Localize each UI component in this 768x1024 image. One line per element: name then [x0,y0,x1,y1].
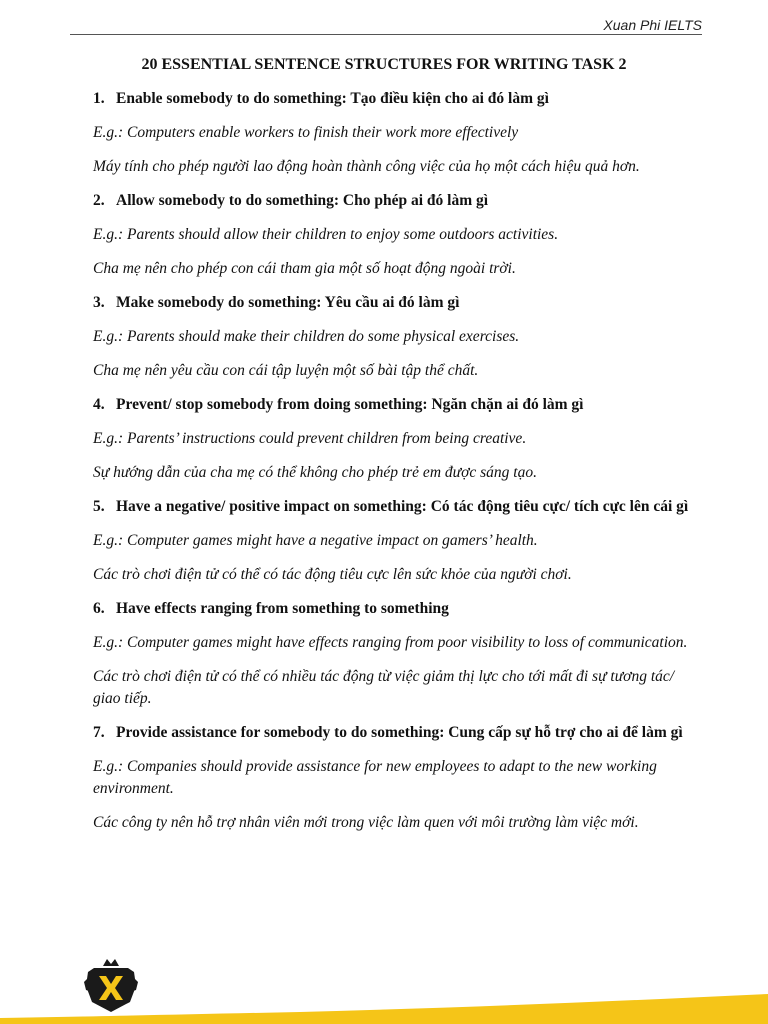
heading-text: Have effects ranging from something to something [116,600,449,617]
structure-item-6 [93,598,705,710]
example-sentence: E.g.: Computer games might have a negative impact on gamers’ health. [93,532,538,549]
example-sentence: E.g.: Parents should make their children do some physical exercises. [93,328,520,345]
document-title: 20 ESSENTIAL SENTENCE STRUCTURES FOR WRITING TASK 2 [141,56,627,73]
heading-text: Prevent/ stop somebody from doing something: Ngăn chặn ai đó làm gì [116,396,584,413]
example-sentence: E.g.: Computer games might have effects ranging from poor visibility to loss of communication. [93,634,688,651]
heading-text: Allow somebody to do something: Cho phép ai đó làm gì [116,192,489,209]
structure-item-7 [93,722,705,834]
crest-x-logo-icon [82,958,140,1014]
example-sentence: E.g.: Companies should provide assistance for new employees to adapt to the new working environment. [93,758,657,797]
structure-heading [93,88,705,110]
item-number: 4. [93,396,105,413]
heading-text: Have a negative/ positive impact on something: Có tác động tiêu cực/ tích cực lên cái gì [116,498,689,515]
item-number: 7. [93,724,105,741]
heading-text: Make somebody do something: Yêu cầu ai đó làm gì [116,294,460,311]
structure-item-4 [93,394,705,484]
header-author: Xuan Phi IELTS [603,17,702,33]
translation-sentence: Các trò chơi điện tử có thể có tác động tiêu cực lên sức khỏe của người chơi. [93,566,572,583]
structure-heading [93,722,705,744]
translation-sentence: Cha mẹ nên cho phép con cái tham gia một số hoạt động ngoài trời. [93,260,516,277]
item-number: 3. [93,294,105,311]
translation-sentence: Các công ty nên hỗ trợ nhân viên mới trong việc làm quen với môi trường làm việc mới. [93,814,639,831]
structure-list [93,88,705,846]
example-sentence: E.g.: Parents’ instructions could prevent children from being creative. [93,430,527,447]
structure-item-5 [93,496,705,586]
structure-heading [93,496,705,518]
item-number: 1. [93,90,105,107]
structure-item-2 [93,190,705,280]
structure-heading [93,598,705,620]
structure-item-1 [93,88,705,178]
structure-heading [93,292,705,314]
header-divider [70,34,702,35]
structure-item-3 [93,292,705,382]
translation-sentence: Máy tính cho phép người lao động hoàn thành công việc của họ một cách hiệu quả hơn. [93,158,640,175]
translation-sentence: Các trò chơi điện tử có thể có nhiều tác động từ việc giảm thị lực cho tới mất đi sự tương tác/ giao tiếp. [93,668,675,707]
example-sentence: E.g.: Parents should allow their children to enjoy some outdoors activities. [93,226,559,243]
example-sentence: E.g.: Computers enable workers to finish their work more effectively [93,124,519,141]
translation-sentence: Cha mẹ nên yêu cầu con cái tập luyện một số bài tập thể chất. [93,362,479,379]
item-number: 5. [93,498,105,515]
heading-text: Provide assistance for somebody to do something: Cung cấp sự hỗ trợ cho ai để làm gì [116,724,683,741]
structure-heading [93,190,705,212]
item-number: 2. [93,192,105,209]
heading-text: Enable somebody to do something: Tạo điều kiện cho ai đó làm gì [116,90,549,107]
structure-heading [93,394,705,416]
translation-sentence: Sự hướng dẫn của cha mẹ có thể không cho phép trẻ em được sáng tạo. [93,464,537,481]
item-number: 6. [93,600,105,617]
